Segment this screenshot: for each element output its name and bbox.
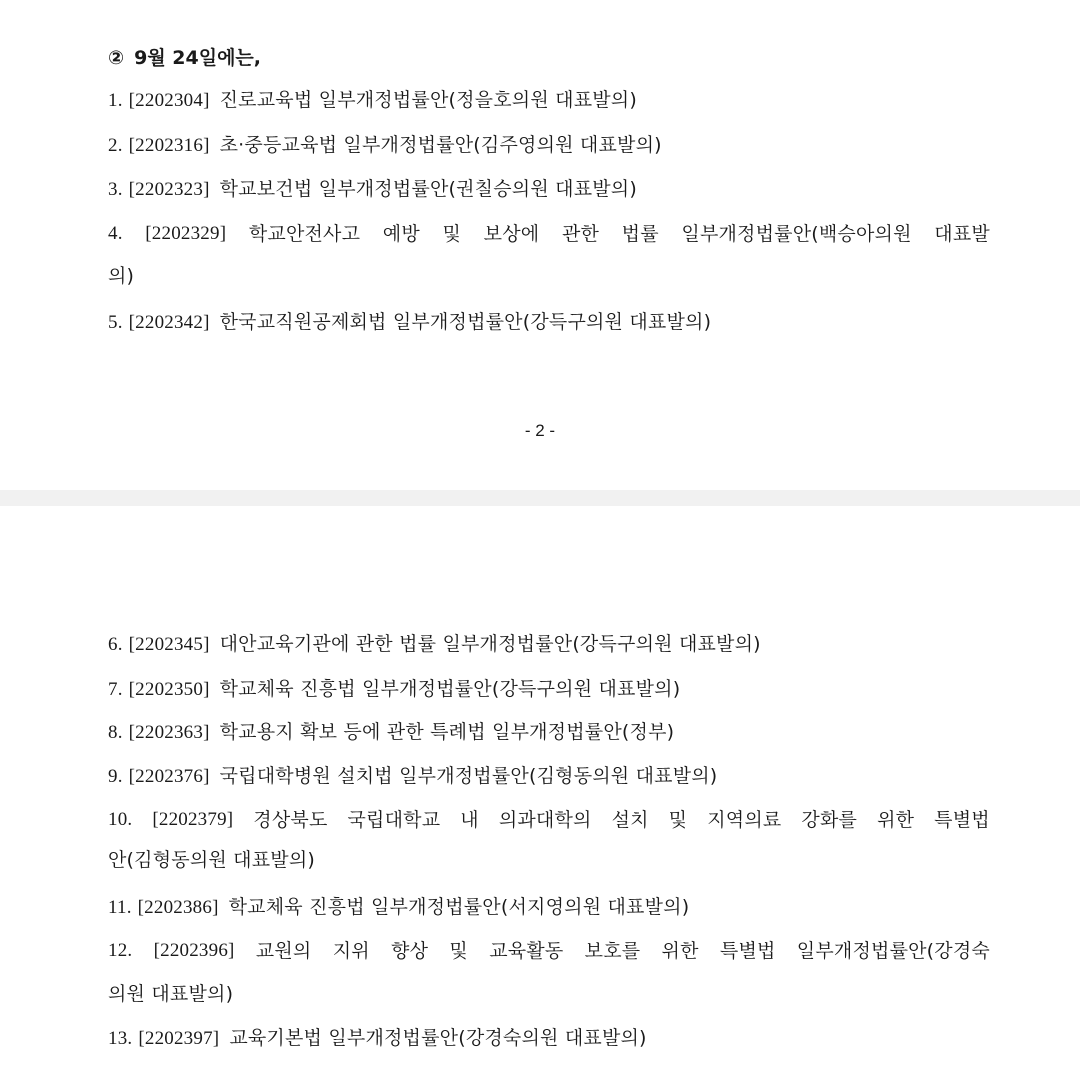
bill-title-word: 의과대학의 (498, 809, 592, 831)
bill-item (108, 632, 761, 657)
bill-number: 4. (108, 223, 123, 244)
bill-item (108, 177, 637, 202)
bill-code: [2202376] (128, 766, 210, 787)
bill-number: 12. (108, 940, 133, 961)
bill-number: 10. (108, 809, 133, 830)
page-number: - 2 - (524, 421, 556, 440)
bill-title-word: 향상 (391, 940, 429, 962)
bill-title: 진로교육법 일부개정법률안(정을호의원 대표발의) (219, 89, 637, 111)
bill-code: [2202329] (145, 223, 227, 244)
bill-code: [2202304] (128, 90, 210, 111)
bill-code: [2202386] (137, 897, 219, 918)
bill-title-word: 관한 (561, 223, 600, 245)
bill-title-word: 예방 (382, 223, 420, 245)
bill-item (108, 133, 662, 158)
bill-title-word: 경상북도 (253, 809, 328, 831)
bill-title-word: 교육활동 (489, 940, 564, 962)
bill-title-continuation: 안(김형동의원 대표발의) (108, 849, 316, 871)
bill-number: 13. (108, 1028, 133, 1049)
page-separator (0, 490, 1080, 506)
bill-code: [2202345] (128, 634, 210, 655)
bill-title: 학교용지 확보 등에 관한 특례법 일부개정법률안(정부) (219, 721, 675, 743)
bill-title-word: 내 (460, 809, 479, 831)
document-page-top (0, 0, 1080, 490)
bill-code: [2202363] (128, 722, 210, 743)
bill-title-word: 및 (449, 940, 468, 962)
section-number: ② (108, 47, 125, 69)
bill-title: 학교체육 진흥법 일부개정법률안(서지영의원 대표발의) (228, 896, 690, 918)
bill-item (108, 1026, 647, 1051)
bill-item (108, 222, 990, 246)
bill-title: 교육기본법 일부개정법률안(강경숙의원 대표발의) (229, 1027, 647, 1049)
bill-title-word: 및 (442, 223, 462, 245)
bill-number: 7. (108, 679, 123, 700)
bill-code: [2202350] (128, 679, 210, 700)
section-heading-text: 9월 24일에는, (134, 47, 262, 69)
bill-title: 한국교직원공제회법 일부개정법률안(강득구의원 대표발의) (219, 311, 712, 333)
bill-item (108, 764, 717, 789)
bill-title-word: 특별법 (934, 809, 990, 831)
bill-item (108, 939, 990, 963)
bill-number: 9. (108, 766, 123, 787)
bill-title-word: 위한 (661, 940, 699, 962)
section-heading (108, 45, 261, 71)
bill-title: 학교체육 진흥법 일부개정법률안(강득구의원 대표발의) (219, 678, 681, 700)
bill-code: [2202316] (128, 135, 210, 156)
bill-number: 6. (108, 634, 123, 655)
bill-item (108, 88, 637, 113)
bill-title-word: 국립대학교 (347, 809, 441, 831)
bill-item (108, 677, 680, 702)
bill-code: [2202397] (138, 1028, 220, 1049)
bill-number: 5. (108, 312, 123, 333)
bill-number: 1. (108, 90, 123, 111)
bill-code: [2202342] (128, 312, 210, 333)
bill-title-word: 지위 (332, 940, 370, 962)
bill-title: 국립대학병원 설치법 일부개정법률안(김형동의원 대표발의) (219, 765, 718, 787)
document-page-bottom (0, 506, 1080, 1080)
bill-title: 대안교육기관에 관한 법률 일부개정법률안(강득구의원 대표발의) (219, 633, 761, 655)
bill-title-continuation: 의원 대표발의) (108, 983, 234, 1005)
bill-title-word: 특별법 (719, 940, 776, 962)
bill-title-word: 학교안전사고 (248, 223, 361, 245)
bill-title-word: 대표발 (934, 223, 990, 245)
bill-title-word: 설치 (611, 809, 649, 831)
bill-title-continuation: 의) (108, 265, 135, 287)
bill-title-word: 지역의료 (707, 809, 782, 831)
bill-code: [2202396] (153, 940, 235, 961)
bill-title-word: 법률 (621, 223, 659, 245)
bill-title-word: 보상에 (483, 223, 540, 245)
bill-title-word: 강화를 (801, 809, 858, 831)
bill-item (108, 895, 689, 920)
bill-title-word: 교원의 (255, 940, 312, 962)
bill-number: 8. (108, 722, 123, 743)
bill-title-word: 일부개정법률안(강경숙 (796, 940, 990, 962)
bill-item (108, 808, 990, 832)
bill-title-word: 위한 (877, 809, 915, 831)
bill-code: [2202379] (152, 809, 234, 830)
bill-title-word: 및 (668, 809, 688, 831)
bill-title: 초·중등교육법 일부개정법률안(김주영의원 대표발의) (219, 134, 662, 156)
bill-title: 학교보건법 일부개정법률안(권칠승의원 대표발의) (219, 178, 637, 200)
bill-title-word: 일부개정법률안(백승아의원 (681, 223, 912, 245)
bill-number: 11. (108, 897, 132, 918)
bill-number: 2. (108, 135, 123, 156)
bill-number: 3. (108, 179, 123, 200)
bill-item (108, 720, 674, 745)
bill-item (108, 310, 711, 335)
bill-title-word: 보호를 (584, 940, 641, 962)
bill-code: [2202323] (128, 179, 210, 200)
